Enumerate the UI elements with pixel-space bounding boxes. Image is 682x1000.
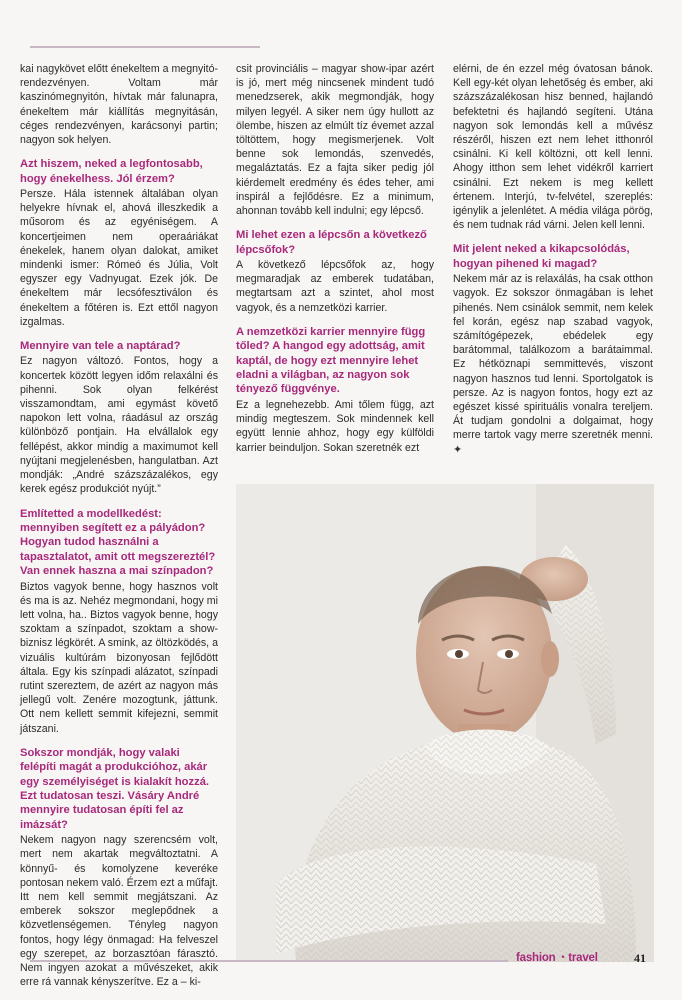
magazine-logo xyxy=(516,952,598,964)
footer-rule xyxy=(30,960,508,962)
question-heading: A nemzetközi karrier mennyire függ tőled? A hangod egy adottság, amit kaptál, de hogy ezt mennyire lehet eladni a világban, az nagyon sok tényező függvénye. xyxy=(236,325,426,396)
answer-paragraph: Biztos vagyok benne, hogy hasznos volt és ma is az. Nehéz megmondani, hogy mi lett volna, ha.. Biztos vagyok benne, hogy szoktam a színpadot, szoktam a show-biznisz légkörét. A smink, az öltözködés, a vizuális kultúrám bizonyosan fejlődött általa. Egy kis színpadi alázatot, színpadi rutint szereztem, de azért az nagyon más jellegű volt. Zenére mozogtunk, játtunk. Ott nem kellett semmit kifejezni, semmit játszani. xyxy=(20,580,218,735)
answer-paragraph: A következő lépcsőfok az, hogy megmaradjak az emberek tudatában, megtartsam azt a szintet, ahol most vagyok, és a nemzetközi karrier. xyxy=(236,259,434,314)
logo-word-left: fashion xyxy=(516,952,556,964)
answer-paragraph: Nekem nagyon nagy szerencsém volt, mert nem akartak megváltoztatni. A könnyű- és komolyzene keveréke pontosan nekem való. Érzem ezt a műfajt. Itt nem kell semmit megjátszani. Az emberek sokszor meglepődnek a közvetlenségemen. Tényleg nagyon fontos, hogy légy önmagad: Ha felveszel egy szerepet, az borzasztóan fárasztó. Nem ingyen azokat a művészeket, akik erre rá vannak kényszerítve. Ez a – ki- xyxy=(20,834,218,989)
paragraph: kai nagykövet előtt énekeltem a megnyitó-rendezvényen. Voltam már kaszinómegnyitón, hívtak már falunapra, énekeltem már kiállítás megnyitásán, céges rendezvényen, karácsonyi partin; nagyon sok helyen. xyxy=(20,63,218,147)
question-heading: Mi lehet ezen a lépcsőn a következő lépcsőfok? xyxy=(236,229,427,256)
answer-paragraph xyxy=(453,272,653,457)
question-heading: Mit jelent neked a kikapcsolódás, hogyan pihened ki magad? xyxy=(453,243,630,270)
end-mark-icon: ✦ xyxy=(453,443,463,456)
question-heading: Azt hiszem, neked a legfontosabb, hogy énekelhess. Jól érzem? xyxy=(20,158,203,185)
top-rule xyxy=(30,46,260,48)
logo-word-right: travel xyxy=(568,952,598,964)
answer-paragraph: Ez nagyon változó. Fontos, hogy a koncertek között legyen időm relaxálni és pihenni. Sok olyan felkérést visszamondtam, ami egymást követő napokon lett volna, ráadásul az ország különböző pontjain. Ha elvállalok egy fellépést, akkor mindig a maximumot kell nyújtani megjelenésben, hangulatban. Azt mondják: „André százszázalékos, egy kerek egész produkciót nyújt.” xyxy=(20,355,218,496)
logo-swirl-icon: ◔ xyxy=(558,952,566,964)
paragraph: csit provinciális – magyar show-ipar azért is jó, mert még nincsenek mindent tudó menedzserek, akik megmondják, hogy milyen legyél. A siker nem úgy hullott az ölembe, hiszen az elmúlt tíz évemet azzal töltöttem, hogy megismerjenek. Volt benne sok lemondás, szenvedés, megaláztatás. Ez a fajta siker pedig jól kiérdemelt eredmény és édes teher, ami inspirál a fejlődésre. Ez a minimum, ahonnan tovább kell indulni; egy lépcső. xyxy=(236,63,434,218)
portrait-photo xyxy=(236,484,654,962)
portrait-illustration xyxy=(236,484,654,962)
paragraph: elérni, de én ezzel még óvatosan bánok. Kell egy-két olyan lehetőség és ember, aki százszázalékosan hisz benned, hajlandó befektetni és hajlandó segíteni. Utána nagyon sok lemondás kell a művész részéről, hiszen ezt nem lehet itthonról csinálni. Ki kell költözni, ott kell lenni. Ahogy itthon sem lehet vidékről karriert csinálni. Ezt nekem is meg kellett értenem. Interjú, tv-felvétel, szereplés: igénylik a jelenlétet. A média világa pörög, és nem tudnak rád várni. Jelen kell lenni. xyxy=(453,63,653,232)
page-number: 41 xyxy=(634,951,646,965)
question-heading: Sokszor mondják, hogy valaki felépíti magát a produkcióhoz, akár egy személyiséget is kialakít hozzá. Ezt tudatosan teszi. Vásáry André mennyire tudatosan építi fel az imázsát? xyxy=(20,746,210,831)
question-heading: Mennyire van tele a naptárad? xyxy=(20,340,181,353)
question-heading: Említetted a modellkedést: mennyiben segített ez a pályádon? Hogyan tudod használni a tapasztalatot, amit ott megszereztél? Van ennek haszna a mai színpadon? xyxy=(20,507,216,578)
column-1 xyxy=(20,62,218,989)
answer-paragraph: Ez a legnehezebb. Ami tőlem függ, azt mindig megteszem. Sok mindennek kell együtt lennie ahhoz, hogy egy külföldi karrier beinduljon. Sokan szeretnék ezt xyxy=(236,398,434,454)
answer-paragraph: Persze. Hála istennek általában olyan helyekre hívnak el, ahová illeszkedik a műsorom és az egyéniségem. A koncertjeimen nem operaáriákat énekelek, hanem olyan dalokat, amiket mindenki ismer: Rómeó és Júlia, Volt egyszer egy Vadnyugat. Ezek jók. De énekeltem már lecsófesztiválon és énekeltem a főtéren is. Ezt ettől nagyon izgalmas. xyxy=(20,188,218,328)
column-3 xyxy=(453,62,653,457)
column-2 xyxy=(236,62,434,455)
answer-text: Nekem már az is relaxálás, ha csak otthon vagyok. Ez sokszor önmagában is lehet pihenés. Nem csinálok semmit, nem kelek fel korán, egész nap szabad vagyok, számítógépezek, ebédelek egy barátommal, találkozom a barátaimmal. Ez hétköznapi semmittevés, viszont nagyon hasznos tud lenni. Sportolgatok is persze. Az is nagyon fontos, hogy ezt az egészet kissé spirituális vonalra tereljem. Át tudjam gondolni a dolgaimat, hogy merre tartok vagy merre szeretnék menni. xyxy=(453,273,653,442)
